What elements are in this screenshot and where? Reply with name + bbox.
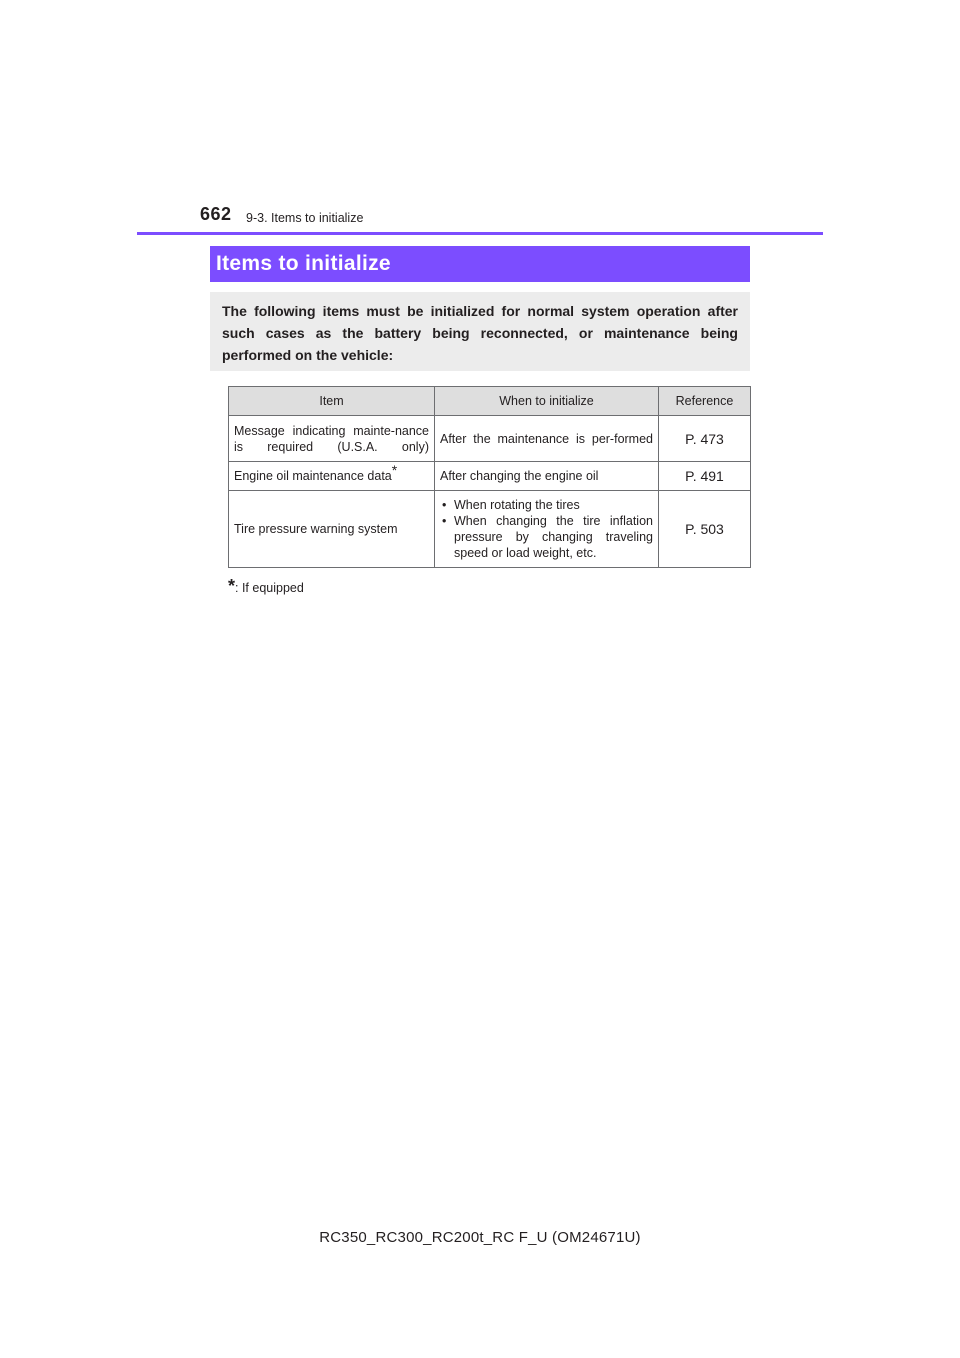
footnote-text: : If equipped bbox=[235, 581, 304, 595]
when-text: After the maintenance is per-formed bbox=[440, 431, 653, 446]
footnote bbox=[228, 576, 304, 597]
intro-box bbox=[210, 292, 750, 371]
table-row bbox=[229, 462, 751, 491]
reference-link[interactable]: P. 503 bbox=[659, 491, 751, 568]
table-row bbox=[229, 491, 751, 568]
when-text: After changing the engine oil bbox=[440, 469, 599, 483]
when-cell bbox=[435, 491, 659, 568]
when-cell bbox=[435, 416, 659, 462]
item-cell bbox=[229, 416, 435, 462]
items-table bbox=[228, 386, 751, 568]
when-cell bbox=[435, 462, 659, 491]
page-title: Items to initialize bbox=[216, 252, 391, 275]
item-text: Engine oil maintenance data bbox=[234, 469, 392, 483]
reference-link[interactable]: P. 491 bbox=[659, 462, 751, 491]
table-header-row bbox=[229, 387, 751, 416]
header-divider bbox=[137, 232, 823, 235]
item-text: Message indicating mainte-nance is required (U.S.A. only) bbox=[234, 423, 429, 454]
when-bullet-list bbox=[440, 497, 653, 561]
footer-model-code: RC350_RC300_RC200t_RC F_U (OM24671U) bbox=[319, 1229, 641, 1246]
item-text: Tire pressure warning system bbox=[234, 522, 398, 536]
footnote-asterisk: * bbox=[228, 576, 236, 596]
column-header-item: Item bbox=[229, 387, 435, 416]
list-item: • When rotating the tires bbox=[440, 497, 653, 513]
page-number: 662 bbox=[200, 204, 232, 224]
intro-text: The following items must be initialized for normal system operation after such cases as the battery being reconnected, or maintenance being performed on the vehicle: bbox=[222, 303, 738, 363]
item-cell bbox=[229, 462, 435, 491]
list-item: • When changing the tire inflation pressure by changing traveling speed or load weight, etc. bbox=[440, 513, 653, 561]
column-header-when: When to initialize bbox=[435, 387, 659, 416]
table-row bbox=[229, 416, 751, 462]
section-breadcrumb: 9-3. Items to initialize bbox=[246, 211, 364, 225]
reference-link[interactable]: P. 473 bbox=[659, 416, 751, 462]
item-cell bbox=[229, 491, 435, 568]
section-title-bar bbox=[210, 246, 750, 282]
footnote-asterisk: * bbox=[391, 461, 398, 478]
column-header-reference: Reference bbox=[659, 387, 751, 416]
